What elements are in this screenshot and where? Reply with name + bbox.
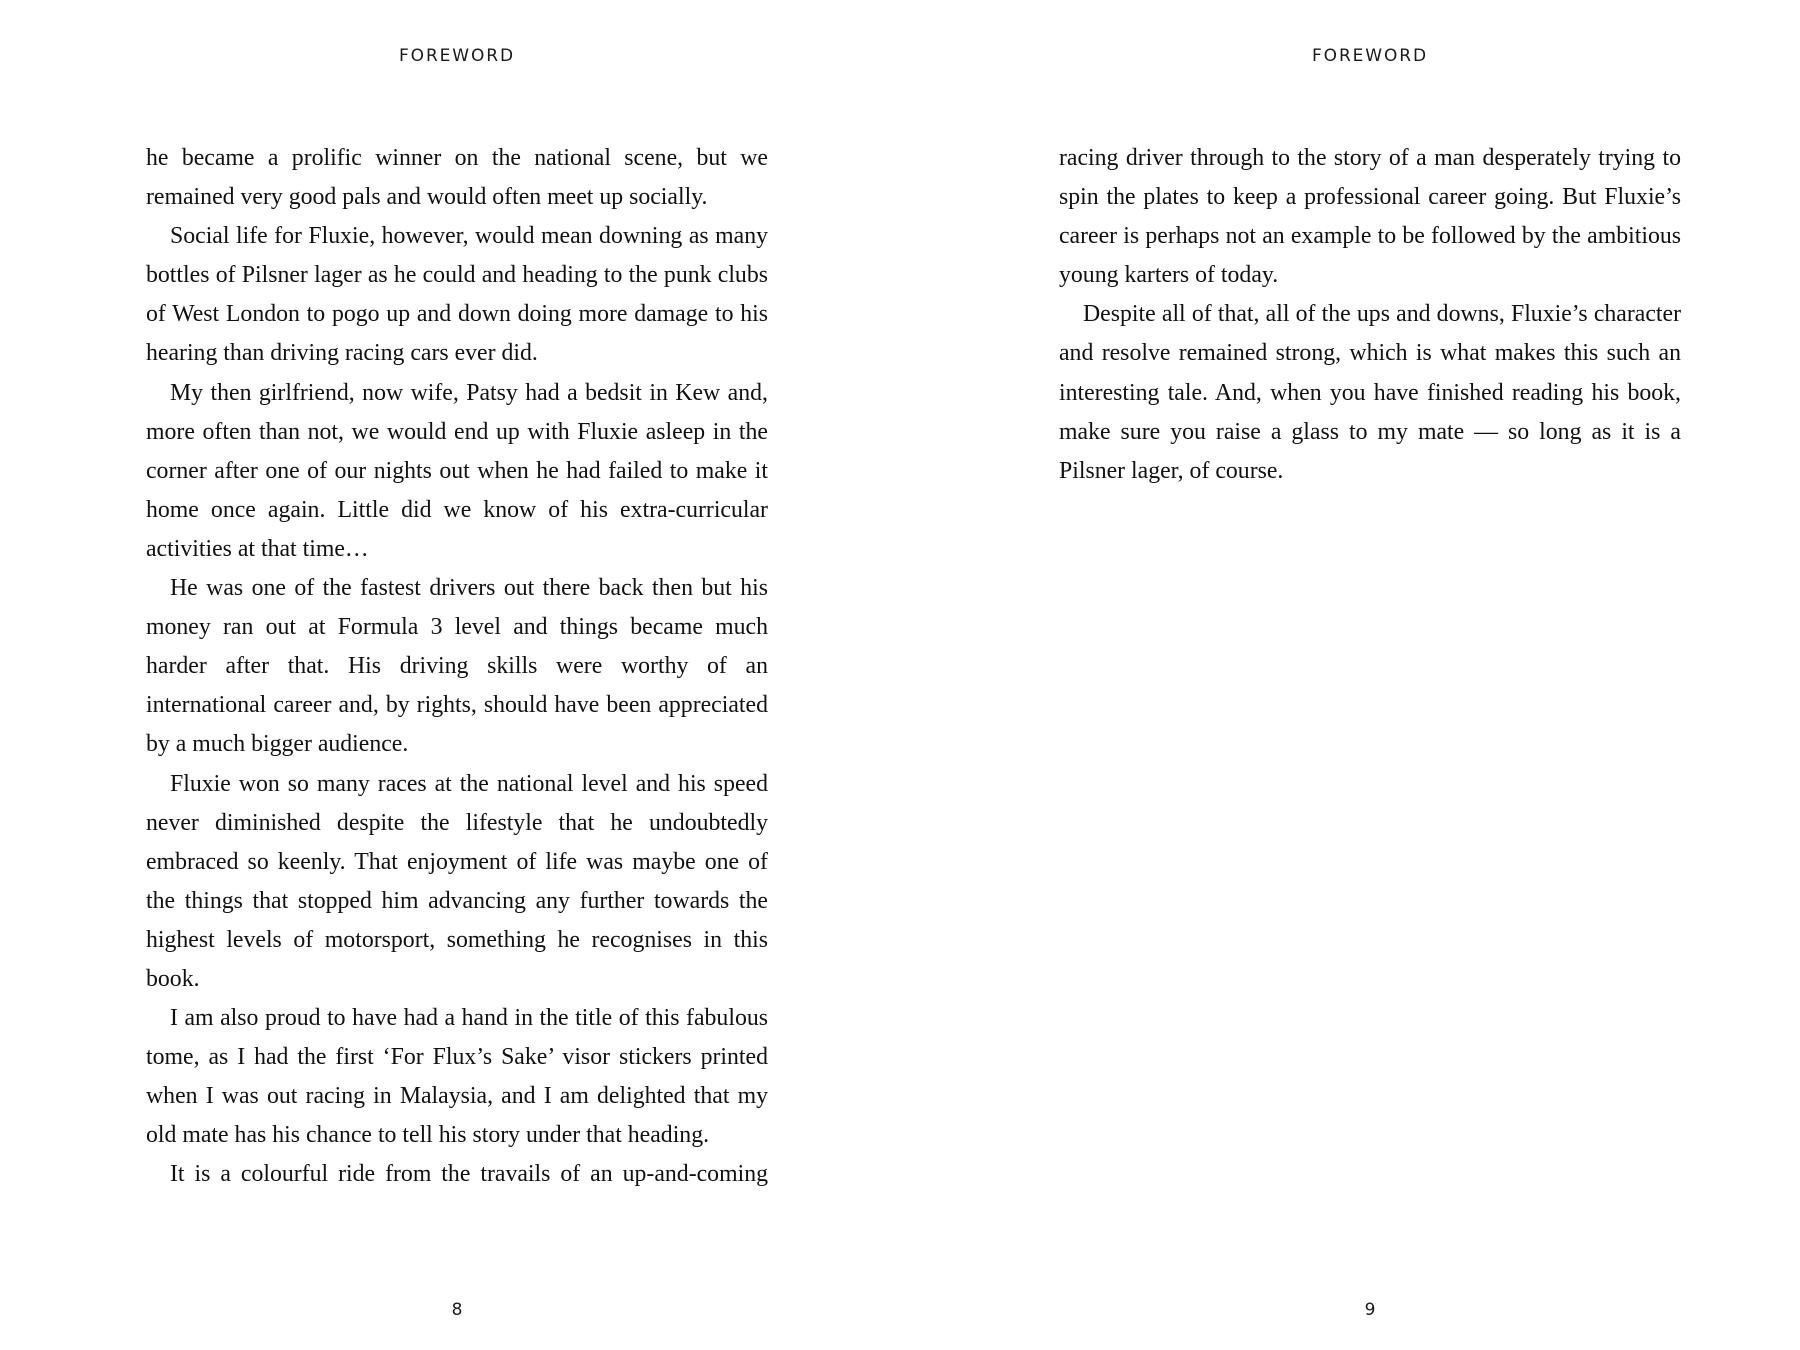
right-page [1059,0,1681,1350]
paragraph-6: I am also proud to have had a hand in the title of this fabulous tome, as I had the first ‘For Flux’s Sake’ visor stickers printed when I was out racing in Malaysia, and I am delighted that my old mate has his chance to tell his story under that heading. [146,1005,768,1149]
page-number-right: 9 [1364,1300,1376,1320]
paragraph-2: Social life for Fluxie, however, would mean downing as many bottles of Pilsner lager as he could and heading to the punk clubs of West London to pogo up and down doing more damage to his hearing than driving racing cars ever did. [146,223,768,367]
paragraph-1: he became a prolific winner on the national scene, but we remained very good pals and would often meet up socially. [146,145,768,211]
body-text-right [1059,139,1681,491]
running-head-right: FOREWORD [1311,46,1428,66]
left-page [146,0,768,1350]
running-head-left: FOREWORD [398,46,515,66]
paragraph-8: racing driver through to the story of a man desperately trying to spin the plates to keep a professional career going. But Fluxie’s career is perhaps not an example to be followed by the ambitious young karters of today. [1059,145,1681,289]
paragraph-4: He was one of the fastest drivers out there back then but his money ran out at Formula 3 level and things became much harder after that. His driving skills were worthy of an international career and, by rights, should have been appreciated by a much bigger audience. [146,575,768,758]
paragraph-3: My then girlfriend, now wife, Patsy had a bedsit in Kew and, more often than not, we would end up with Fluxie asleep in the corner after one of our nights out when he had failed to make it home once again. Little did we know of his extra-curricular activities at that time… [146,379,768,562]
paragraph-9: Despite all of that, all of the ups and downs, Fluxie’s character and resolve remained strong, which is what makes this such an interesting tale. And, when you have finished reading his book, make sure you raise a glass to my mate — so long as it is a Pilsner lager, of course. [1059,301,1681,484]
paragraph-7: It is a colourful ride from the travails of an up-and-coming [170,1161,768,1188]
body-text-left [146,139,768,1195]
paragraph-5: Fluxie won so many races at the national level and his speed never diminished despite the lifestyle that he undoubtedly embraced so keenly. That enjoyment of life was maybe one of the things that stopped him advancing any further towards the highest levels of motorsport, something he recognises in this book. [146,770,768,992]
page-number-left: 8 [451,1300,463,1320]
